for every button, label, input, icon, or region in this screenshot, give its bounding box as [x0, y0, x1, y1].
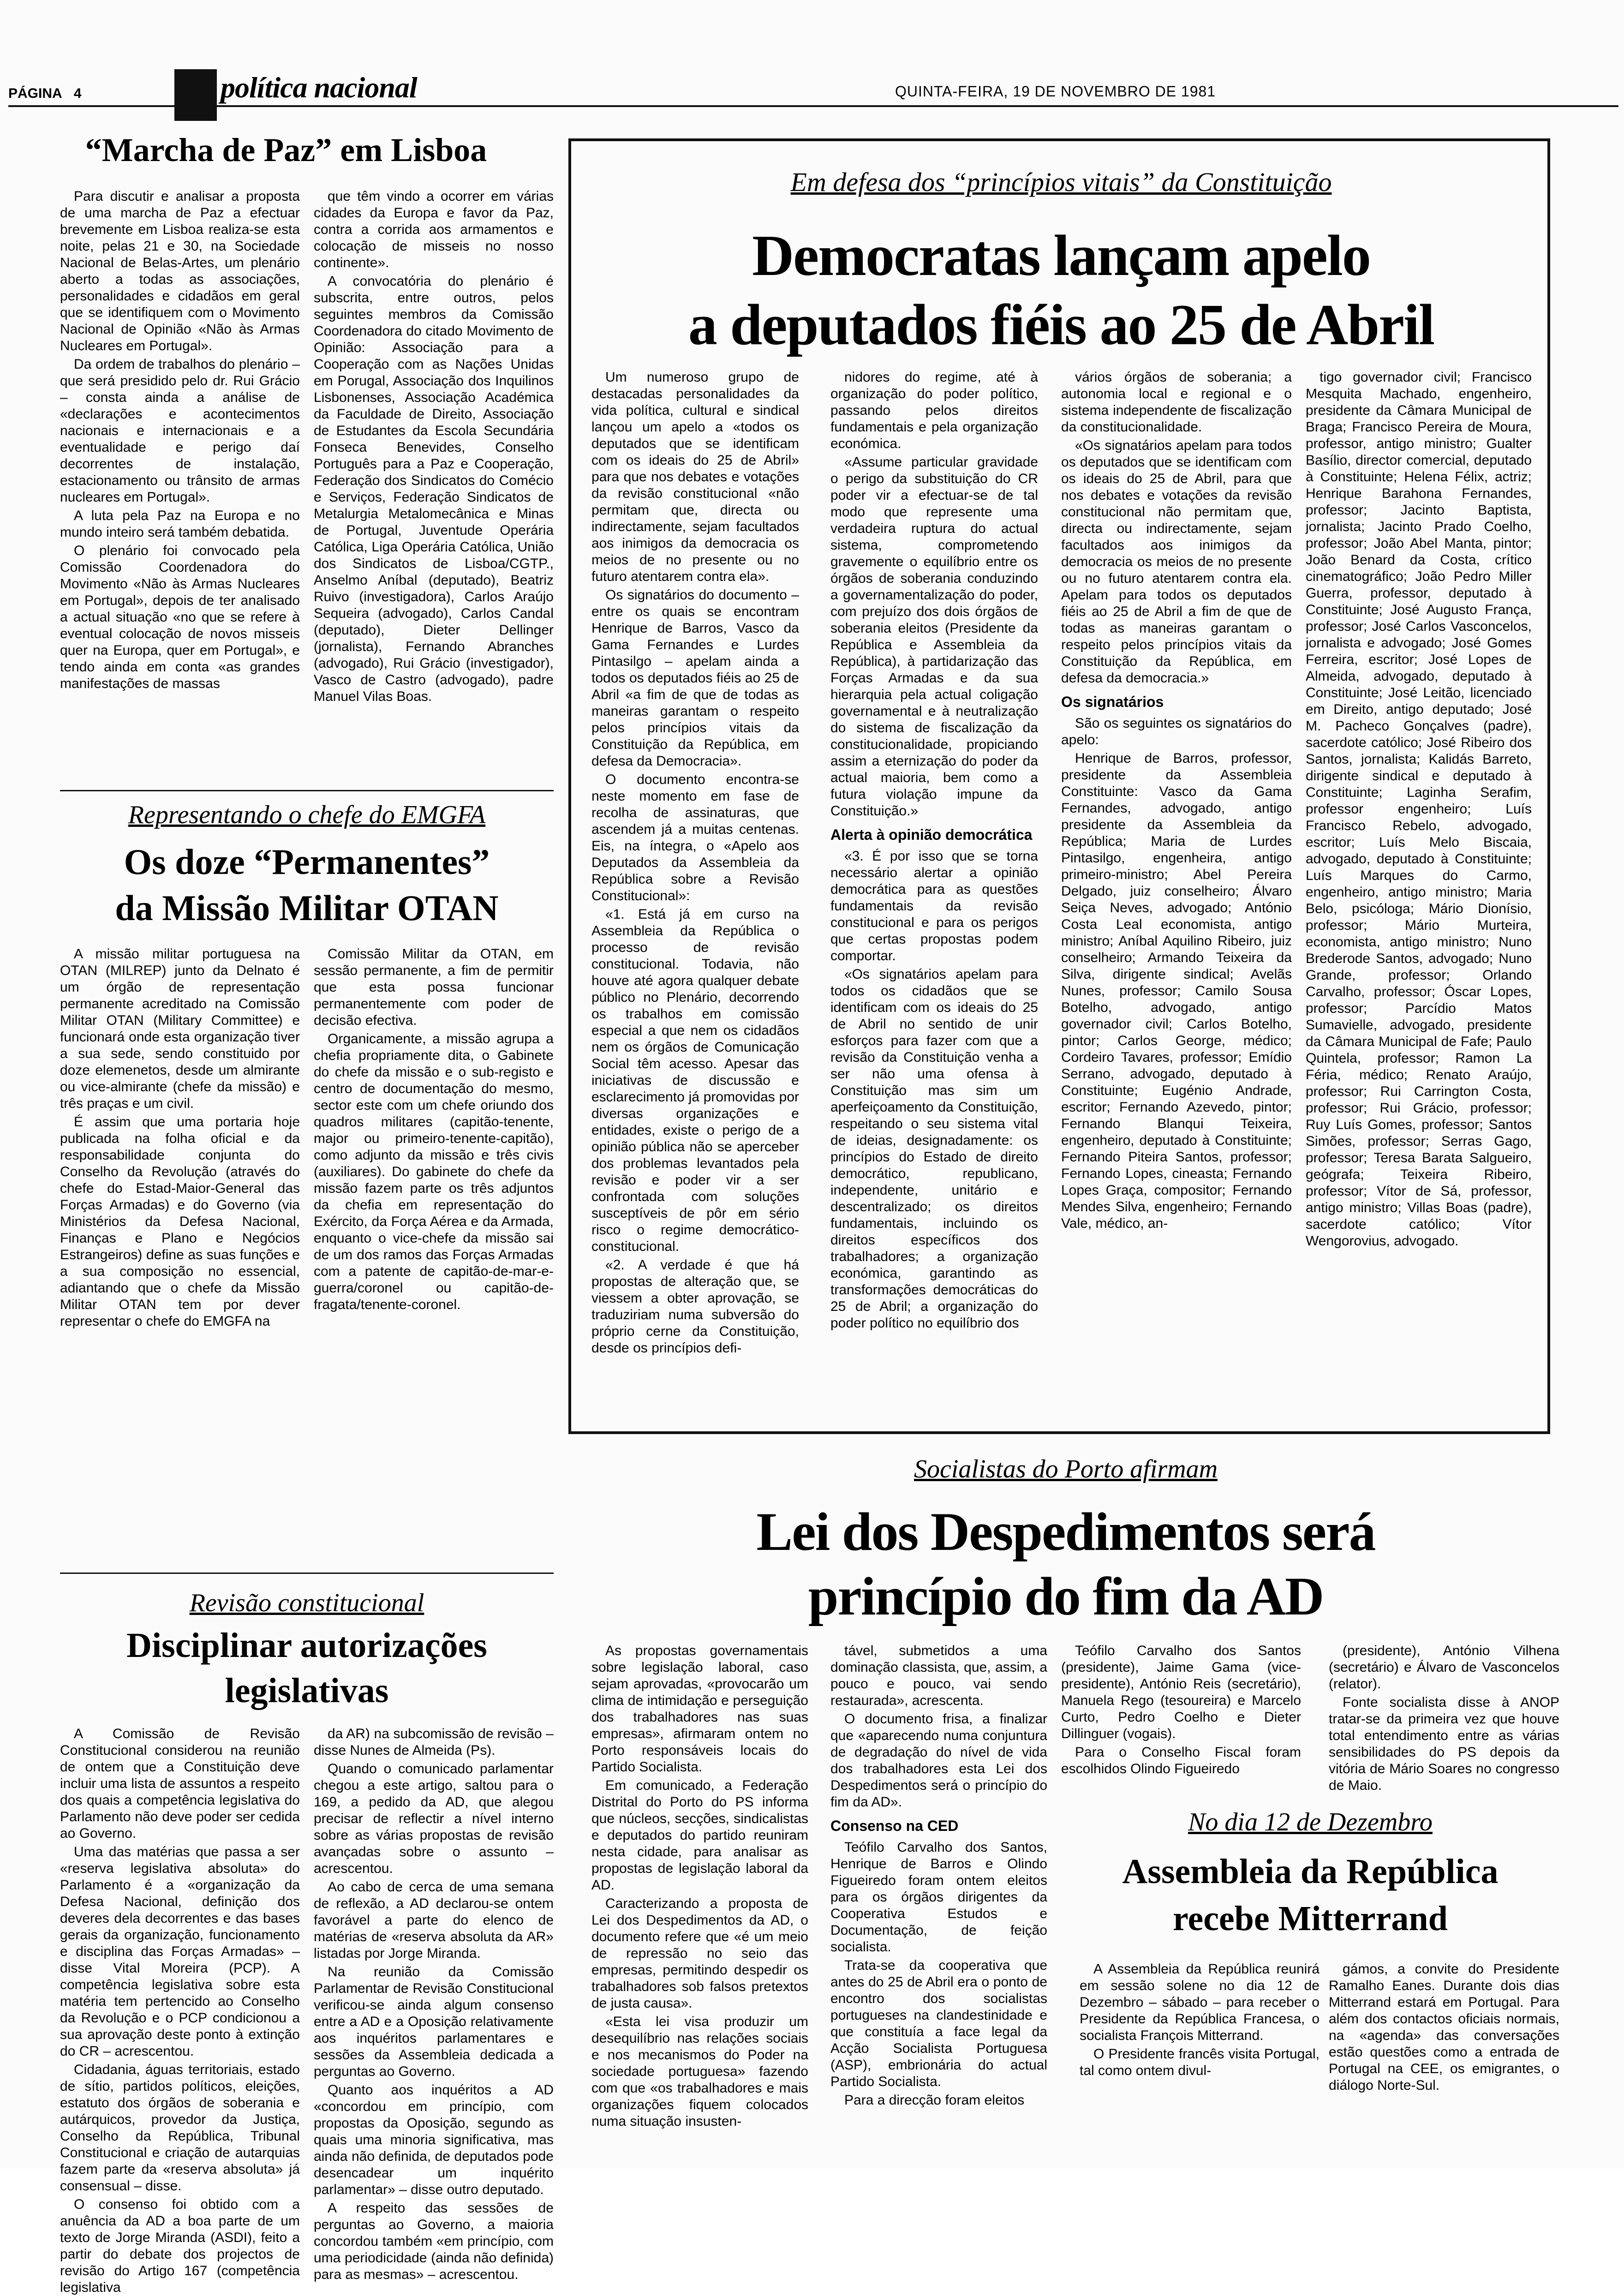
- paragraph: Caracterizando a proposta de Lei dos Despedimentos da AD, o documento refere que «é um meio de repressão no seio das empresas, permitindo despedir os trabalhadores sob falsos pretextos de justa causa».: [591, 1896, 808, 2011]
- paragraph: O documento encontra-se neste momento em fase de recolha de assinaturas, que ascendem já a muitas centenas. Eis, na íntegra, o «Apelo aos Deputados da Assembleia da República sobre a Revisão Constitucional»:: [591, 772, 799, 903]
- democratas-col2: [830, 369, 1038, 1412]
- headline-otan-1: Os doze “Permanentes”: [124, 842, 490, 882]
- paragraph: «3. É por isso que se torna necessário alertar a opinião democrática para as questões fundamentais da revisão constitucional e para os perigos que certas propostas podem comportar.: [830, 849, 1038, 963]
- paragraph: Comissão Militar da OTAN, em sessão permanente, a fim de permitir que esta possa funcionar permanentemente com poder de decisão efectiva.: [314, 946, 554, 1028]
- paragraph: As propostas governamentais sobre legislação laboral, caso sejam aprovadas, «provocarão um clima de intimidação e perseguição dos trabalhadores nas suas empresas», afirmaram ontem no Porto responsáveis locais do Partido Socialista.: [591, 1643, 808, 1775]
- paragraph: A Comissão de Revisão Constitucional considerou na reunião de ontem que a Constituição deve incluir uma lista de assuntos a respeito dos quais a competência legislativa do Parlamento não deve poder ser cedida ao Governo.: [60, 1726, 300, 1841]
- paragraph: O documento frisa, a finalizar que «aparecendo numa conjuntura de degradação do nível de vida dos trabalhadores esta Lei dos Despedimentos será o princípio do fim da AD».: [830, 1711, 1047, 1810]
- divider: [60, 790, 554, 791]
- section-logo-badge: [174, 69, 217, 121]
- marcha-col1: [60, 188, 300, 779]
- paragraph: Os signatários do documento – entre os quais se encontram Henrique de Barros, Vasco da Gama Fernandes e Lurdes Pintasilgo – apelam ainda a todos os deputados fiéis ao 25 de Abril «a fim de que de todas as maneiras garantam o respeito pelos princípios vitais da Constituição da República, em defesa da Democracia».: [591, 587, 799, 769]
- paragraph: Para a direcção foram eleitos: [844, 2093, 1025, 2108]
- paragraph: nidores do regime, até à organização do poder político, passando pelos direitos fundamentais e pela organização económica.: [830, 370, 1038, 451]
- paragraph: tável, submetidos a uma dominação classista, que, assim, a pouco e pouco, vai sendo restaurada», acrescenta.: [830, 1643, 1047, 1708]
- paragraph: «1. Está já em curso na Assembleia da República o processo de revisão constitucional. Todavia, não houve até agora qualquer debate público no Plenário, decorrendo os trabalhos em comissão especial a que nem os cidadãos nem os órgãos de Comunicação Social têm acesso. Apesar das iniciativas de discussão e esclarecimento já promovidas por diversas organizações e entidades, existe o perigo de a opinião pública não se aperceber dos problemas levantados pela revisão e poder vir a ser confrontada com soluções susceptíveis de pôr em sério risco o regime democrático-constitucional.: [591, 907, 799, 1254]
- paragraph: A missão militar portuguesa na OTAN (MILREP) junto da Delnato é um órgão de representação permanente acreditado na Comissão Militar OTAN (Military Committee) e funcionará onde esta organização tiver a sua sede, sendo constituido por doze elemenetos, desde um almirante ou vice-almirante (chefe da missão) e três praças e um civil.: [60, 946, 300, 1111]
- kicker-democratas: Em defesa dos “princípios vitais” da Constituição: [790, 167, 1332, 197]
- headline-despedimentos-2: princípio do fim da AD: [808, 1566, 1324, 1626]
- revisao-col1: [60, 1726, 300, 2295]
- paragraph: É assim que uma portaria hoje publicada na folha oficial e da responsabilidade conjunta do Conselho da Revolução (através do chefe do Estad-Maior-General das Forças Armadas) e do Governo (via Ministérios da Defesa Nacional, Finanças e Plano e Negócios Estrangeiros) define as suas funções e a sua composição no essencial, adiantando que o chefe da Missão Militar OTAN tem por dever representar o chefe do EMGFA na: [60, 1114, 300, 1329]
- paragraph: «Assume particular gravidade o perigo da substituição do CR poder vir a efectuar-se de tal modo que represente uma verdadeira ruptura do actual sistema, comprometendo gravemente o equilíbrio entre os órgãos de soberania conduzindo a governamentalização do poder, com prejuízo dos dois órgãos de soberania eleitos (Presidente da República e Assembleia da República), à partidarização das Forças Armadas e da sua hierarquia pela actual coligação governamental e à neutralização do sistema de fiscalização da constitucionalidade, propiciando assim a eternização do poder da actual maioria, bem como a futura violação impune da Constituição.»: [830, 454, 1038, 819]
- despedimentos-col1: [591, 1643, 808, 2159]
- paragraph: Uma das matérias que passa a ser «reserva legislativa absoluta» do Parlamento é a «organização da Defesa Nacional, definição dos deveres dela decorrentes e das bases gerais da organização, funcionamento e disciplina das Forças Armadas» – disse Vital Moreira (PCP). A competência legislativa sobre esta matéria tem pertencido ao Conselho da Revolução e o PCP condicionou a sua aprovação deste ponto à extinção do CR – acrescentou.: [60, 1844, 300, 2059]
- kicker-mitterrand: No dia 12 de Dezembro: [1188, 1808, 1433, 1836]
- democratas-col3: [1061, 369, 1292, 1412]
- paragraph: A Assembleia da República reunirá em sessão solene no dia 12 de Dezembro – sábado – para receber o Presidente da República Francesa, o socialista François Mitterrand.: [1080, 1961, 1320, 2043]
- paragraph: «2. A verdade é que há propostas de alteração que, se viessem a obter aprovação, se traduziriam numa subversão do próprio cerne da Constituição, desde os princípios defi-: [591, 1257, 799, 1356]
- headline-revisao-2: legislativas: [225, 1671, 389, 1710]
- paragraph: Ao cabo de cerca de uma semana de reflexão, a AD declarou-se ontem favorável a parte do elenco de matérias de «reserva absoluta da AR» listadas por Jorge Miranda.: [314, 1879, 554, 1961]
- paragraph: Um numeroso grupo de destacadas personalidades da vida política, cultural e sindical lançou um apelo a «todos os deputados que se identificam com os ideais do 25 de Abril» para que nos debates e votações da revisão constitucional «não permitam que, directa ou indirectamente, sejam facultados aos inimigos da democracia os meios de no presente ou no futuro atentarem contra ela».: [591, 370, 799, 584]
- page-number: 4: [73, 86, 82, 101]
- header-rule: [8, 105, 1618, 107]
- paragraph: A convocatória do plenário é subscrita, entre outros, pelos seguintes membros da Comissão Coordenadora do citado Movimento de Opinião: Associação para a Cooperação com as Nações Unidas em Porugal, Associação dos Inquilinos Lisbonenses, Associação Académica da Faculdade de Direito, Associação de Estudantes da Escola Secundária Fonseca Benevides, Conselho Português para a Paz e Cooperação, Federação dos Sindicatos do Comécio e Serviços, Federação Sindicatos de Metalurgia Metalomecânica e Minas de Portugal, Juventude Operária Católica, Liga Operária Católica, União dos Sindicatos de Lisboa/CGTP., Anselmo Aníbal (deputado), Beatriz Ruivo (investigadora), Carlos Araújo Sequeira (advogado), Carlos Candal (deputado), Dieter Dellinger (jornalista), Fernando Abranches (advogado), Rui Grácio (investigador), Vasco de Castro (advogado), padre Manuel Vilas Boas.: [314, 274, 554, 704]
- mitterrand-col1: [1080, 1961, 1320, 2155]
- paragraph: A respeito das sessões de perguntas ao Governo, a maioria concordou também «em princípio, com uma periodicidade (ainda não definida) para as mesmas» – acrescentou.: [314, 2200, 554, 2282]
- otan-col2: [314, 946, 554, 1560]
- subhead-consenso: Consenso na CED: [830, 1818, 959, 1834]
- headline-revisao-1: Disciplinar autorizações: [126, 1626, 487, 1665]
- headline-marcha: “Marcha de Paz” em Lisboa: [85, 132, 487, 168]
- kicker-despedimentos: Socialistas do Porto afirmam: [914, 1455, 1218, 1483]
- despedimentos-col3: [1061, 1643, 1301, 1795]
- headline-mitterrand-2: recebe Mitterrand: [1173, 1899, 1448, 1938]
- paragraph: Teófilo Carvalho dos Santos (presidente), Jaime Gama (vice-presidente), António Reis (secretário), Manuela Rego (tesoureira) e Marcelo Curto, Pedro Coelho e Dieter Dillinguer (vogais).: [1061, 1643, 1301, 1741]
- otan-col1: [60, 946, 300, 1560]
- headline-democratas-1: Democratas lançam apelo: [752, 224, 1370, 288]
- headline-democratas-2: a deputados fiéis ao 25 de Abril: [688, 293, 1434, 357]
- paragraph: Fonte socialista disse à ANOP tratar-se da primeira vez que houve total entendimento entre as várias sensibilidades do PS depois da vitória de Mário Soares no congresso de Maio.: [1329, 1695, 1559, 1793]
- page-label: PÁGINA: [8, 86, 62, 101]
- democratas-col4: [1306, 369, 1532, 1412]
- paragraph: Quanto aos inquéritos a AD «concordou em princípio, com propostas da Oposição, segundo as quais uma minoria significativa, mas ainda não definida, de deputados pode desencadear um inquérito parlamentar» – disse outro deputado.: [314, 2082, 554, 2197]
- paragraph: O consenso foi obtido com a anuência da AD a boa parte de um texto de Jorge Miranda (ASDI), feito a partir do debate dos projectos de revisão do Artigo 167 (competência legislativa: [60, 2197, 300, 2295]
- paragraph: «Os signatários apelam para todos os cidadãos que se identificam com os ideais do 25 de Abril no sentido de unir esforços para fazer com que a revisão da Constituição venha a ser não uma ofensa à Constituição mas sim um aperfeiçoamento da Constituição, respeitando o seu sistema vital de ideias, designadamente: os princípios do Estado de direito democrático, republicano, independente, unitário e descentralizado; os direitos fundamentais, incluindo os direitos específicos dos trabalhadores; a organização económica, garantindo as transformações democráticas do 25 de Abril; a organização do poder político no equilíbrio dos: [830, 967, 1038, 1331]
- paragraph: que têm vindo a ocorrer em várias cidades da Europa e favor da Paz, contra a corrida aos armamentos e colocação de misseis no nosso continente».: [314, 189, 554, 270]
- paragraph: O plenário foi convocado pela Comissão Coordenadora do Movimento «Não às Armas Nucleares em Portugal», depois de ter analisado a actual situação «no que se refere à eventual colocação de novos misseis quer na Europa, quer em Portugal», e tendo ainda em conta «as grandes manifestações de massas: [60, 543, 300, 691]
- paragraph: Para discutir e analisar a proposta de uma marcha de Paz a efectuar brevemente em Lisboa realiza-se esta noite, pelas 21 e 30, na Sociedade Nacional de Belas-Artes, um plenário aberto a todas as associações, personalidades e cidadãos em geral que se identifiquem com o Movimento Nacional de Opinião «Não às Armas Nucleares em Portugal».: [60, 189, 300, 353]
- paragraph: da AR) na subcomissão de revisão – disse Nunes de Almeida (Ps).: [314, 1726, 554, 1758]
- paragraph: Quando o comunicado parlamentar chegou a este artigo, saltou para o 169, a pedido da AD, que alegou precisar de reflectir a nível interno sobre as várias propostas de revisão avançadas sobre o assunto – acrescentou.: [314, 1761, 554, 1876]
- subhead-alerta: Alerta à opinião democrática: [830, 826, 1033, 843]
- mitterrand-col2: [1329, 1961, 1559, 2155]
- headline-mitterrand-1: Assembleia da República: [1122, 1852, 1499, 1891]
- paragraph: Teófilo Carvalho dos Santos, Henrique de Barros e Olindo Figueiredo foram ontem eleitos para os órgãos dirigentes da Cooperativa Estudos e Documentação, de feição socialista.: [830, 1840, 1047, 1955]
- democratas-col1: [591, 369, 799, 1412]
- divider: [60, 1573, 554, 1574]
- paragraph: O Presidente francês visita Portugal, tal como ontem divul-: [1080, 2046, 1320, 2078]
- paragraph: «Os signatários apelam para todos os deputados que se identificam com os ideais do 25 de Abril, para que nos debates e votações da revisão constitucional não permitam que, directa ou indirectamente, sejam facultados aos inimigos da democracia os meios de no presente ou no futuro atentarem contra ela. Apelam para todos os deputados fiéis ao 25 de Abril a fim de que de todas as maneiras garantam o respeito pelos princípios vitais da Constituição da República, em defesa da democracia.»: [1061, 438, 1292, 686]
- paragraph: Organicamente, a missão agrupa a chefia propriamente dita, o Gabinete do chefe da missão e o sub-registo e centro de documentação do mesmo, sector este com um chefe oriundo dos quadros militares (capitão-tenente, major ou primeiro-tenente-capitão), como adjunto da missão e três civis (auxiliares). Do gabinete do chefe da missão fazem parte os três adjuntos da chefia em representação do Exército, da Força Aérea e da Armada, enquanto o vice-chefe da missão sai de um dos ramos das Forças Armadas com a patente de capitão-de-mar-e-guerra/coronel ou capitão-de-fragata/tenente-coronel.: [314, 1031, 554, 1312]
- kicker-revisao: Revisão constitucional: [189, 1589, 424, 1617]
- page-number-label: [8, 86, 82, 102]
- paragraph: Para o Conselho Fiscal foram escolhidos Olindo Figueiredo: [1061, 1745, 1301, 1776]
- paragraph: Trata-se da cooperativa que antes do 25 de Abril era o ponto de encontro dos socialistas portugueses na clandestinidade e que constituía a face legal da Acção Socialista Portuguesa (ASP), embrionária do actual Partido Socialista.: [830, 1958, 1047, 2089]
- subhead-signatarios: Os signatários: [1061, 694, 1164, 710]
- section-logo: política nacional: [221, 71, 417, 104]
- despedimentos-col4: [1329, 1643, 1559, 1795]
- headline-despedimentos-1: Lei dos Despedimentos será: [756, 1501, 1375, 1562]
- paragraph: A luta pela Paz na Europa e no mundo inteiro será também debatida.: [60, 508, 300, 540]
- paragraph: São os seguintes os signatários do apelo:: [1061, 716, 1292, 747]
- paragraph: Em comunicado, a Federação Distrital do Porto do PS informa que núcleos, secções, sindicalistas e deputados do partido reuniram nesta cidade, para analisar as propostas de legislação laboral da AD.: [591, 1778, 808, 1893]
- paragraph: Henrique de Barros, professor, presidente da Assembleia Constituinte: Vasco da Gama Fernandes, advogado, antigo presidente da Assembleia da República; Maria de Lurdes Pintasilgo, engenheira, antigo primeiro-ministro; Abel Pereira Delgado, juiz conselheiro; Álvaro Seiça Neves, advogado; António Costa Leal economista, antigo ministro; Aníbal Aquilino Ribeiro, juiz conselheiro; Armando Teixeira da Silva, dirigente sindical; Avelãs Nunes, professor; Camilo Sousa Botelho, advogado, antigo governador civil; Carlos Botelho, pintor; Carlos George, médico; Cordeiro Tavares, professor; Emídio Serrano, advogado, deputado à Constituinte; Eugénio Andrade, escritor; Fernando Azevedo, pintor; Fernando Blanqui Teixeira, engenheiro, deputado à Constituinte; Fernando Piteira Santos, professor; Fernando Lopes, cineasta; Fernando Lopes Graça, compositor; Fernando Mendes Silva, engenheiro; Fernando Vale, médico, an-: [1061, 751, 1292, 1231]
- marcha-col2: [314, 188, 554, 779]
- paragraph: vários órgãos de soberania; a autonomia local e regional e o sistema independente de fiscalização da constitucionalidade.: [1061, 370, 1292, 435]
- despedimentos-col2: [830, 1643, 1047, 2159]
- paragraph: Cidadania, águas territoriais, estado de sítio, partidos políticos, eleições, estatuto dos órgãos de soberania e autárquicos, provedor da Justiça, Conselho da República, Tribunal Constitucional e criação de autarquias fazem parte da «reserva absoluta» já consensual – disse.: [60, 2062, 300, 2194]
- paragraph: Da ordem de trabalhos do plenário – que será presidido pelo dr. Rui Grácio – consta ainda a análise de «declarações e acontecimentos nacionais e internacionais e a eventualidade e perigo daí decorrentes de instalação, estacionamento ou trânsito de armas nucleares em Portugal».: [60, 357, 300, 505]
- kicker-otan: Representando o chefe do EMGFA: [128, 801, 486, 829]
- paragraph: (presidente), António Vilhena (secretário) e Álvaro de Vasconcelos (relator).: [1329, 1643, 1559, 1692]
- paragraph: Na reunião da Comissão Parlamentar de Revisão Constitucional verificou-se ainda algum consenso entre a AD e a Oposição relativamente aos inquéritos parlamentares e sessões da Assembleia dedicada a perguntas ao Governo.: [314, 1964, 554, 2079]
- paragraph: gámos, a convite do Presidente Ramalho Eanes. Durante dois dias Mitterrand estará em Portugal. Para além dos contactos oficiais normais, na «agenda» das conversações estão questões como a entrada de Portugal na CEE, os emigrantes, o diálogo Norte-Sul.: [1329, 1961, 1559, 2093]
- paragraph: tigo governador civil; Francisco Mesquita Machado, engenheiro, presidente da Câmara Municipal de Braga; Francisco Pereira de Moura, professor, antigo ministro; Gualter Basílio, director comercial, deputado à Constituinte; Helena Félix, actriz; Henrique Barahona Fernandes, professor; Jacinto Baptista, jornalista; Jacinto Prado Coelho, professor; João Abel Manta, pintor; João Benard da Costa, crítico cinematográfico; João Pedro Miller Guerra, professor, deputado à Constituinte; José Augusto França, professor; José Carlos Vasconcelos, jornalista e advogado; José Gomes Ferreira, escritor; José Lopes de Almeida, advogado, deputado à Constituinte; José Leitão, licenciado em Direito, antigo deputado; José M. Pacheco Gonçalves (padre), sacerdote católico; José Ribeiro dos Santos, jornalista; Kalidás Barreto, dirigente sindical e deputado à Constituinte; Laginha Serafim, professor engenheiro; Luís Francisco Rebelo, advogado, escritor; Luís Melo Biscaia, advogado, deputado à Constituinte; Luís Marques do Carmo, engenheiro, antigo ministro; Maria Belo, psicóloga; Mário Dionísio, professor; Mário Murteira, economista, antigo ministro; Nuno Brederode Santos, advogado; Nuno Grande, professor; Orlando Carvalho, professor; Óscar Lopes, professor; Parcídio Matos Sumavielle, advogado, presidente da Câmara Municipal de Fafe; Paulo Quintela, professor; Ramon La Féria, médico; Renato Araújo, professor; Rui Carrington Costa, professor; Rui Grácio, professor; Ruy Luís Gomes, professor; Santos Simões, professor; Serras Gago, professor; Teresa Barata Salgueiro, geógrafa; Teixeira Ribeiro, professor; Vítor de Sá, professor, antigo ministro; Villas Boas (padre), sacerdote católico; Vítor Wengorovius, advogado.: [1306, 370, 1532, 1249]
- headline-otan-2: da Missão Militar OTAN: [115, 888, 499, 928]
- paragraph: «Esta lei visa produzir um desequilíbrio nas relações sociais e nos mecanismos do Poder na sociedade portuguesa» fazendo com que «os trabalhadores e mais organizações fiquem colocados numa situação insusten-: [591, 2014, 808, 2129]
- issue-date: QUINTA-FEIRA, 19 DE NOVEMBRO DE 1981: [895, 83, 1216, 100]
- revisao-col2: [314, 1726, 554, 2282]
